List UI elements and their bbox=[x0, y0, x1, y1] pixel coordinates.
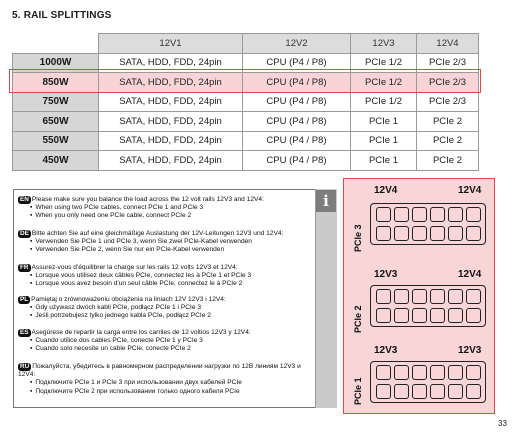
connector-pin bbox=[448, 308, 463, 323]
table-cell: PCIe 1/2 bbox=[351, 92, 417, 112]
column-header: 12V4 bbox=[417, 34, 479, 54]
connector-pin bbox=[412, 308, 427, 323]
row-model: 450W bbox=[13, 151, 99, 171]
connector-rail-right: 12V4 bbox=[458, 185, 482, 196]
table-row bbox=[13, 131, 479, 151]
lang-badge: EN bbox=[20, 196, 29, 203]
table-cell: CPU (P4 / P8) bbox=[243, 73, 351, 93]
lang-badge: FR bbox=[20, 264, 29, 271]
connector-pin bbox=[376, 226, 391, 241]
connector-pin bbox=[394, 365, 409, 380]
instruction-es bbox=[18, 329, 251, 354]
instruction-text: Pamiętaj o zrównoważeniu obciążenia na liniach 12V 12V3 i 12V4: bbox=[31, 296, 226, 303]
connector-pin bbox=[430, 308, 445, 323]
instruction-bullet: ▪ Cuando utilice dos cables PCIe, conecte PCIe 1 y PCIe 3 bbox=[18, 337, 251, 345]
connector-pin bbox=[376, 384, 391, 399]
row-model: 750W bbox=[13, 92, 99, 112]
section-title: 5. RAIL SPLITTINGS bbox=[12, 10, 112, 21]
lang-badge: ES bbox=[20, 329, 29, 336]
column-header: 12V2 bbox=[243, 34, 351, 54]
table-row bbox=[13, 112, 479, 132]
instruction-bullet: ▪ Gdy używasz dwóch kabli PCIe, podłącz PCIe 1 i PCIe 3 bbox=[18, 304, 226, 312]
connector-pin bbox=[466, 207, 481, 222]
table-cell: PCIe 1/2 bbox=[351, 73, 417, 93]
connector-pin bbox=[412, 226, 427, 241]
table-cell: PCIe 1 bbox=[351, 151, 417, 171]
column-header: 12V3 bbox=[351, 34, 417, 54]
instruction-bullet: ▪ Jeśli potrzebujesz tylko jednego kabla PCIe, podłącz PCIe 2 bbox=[18, 312, 226, 320]
lang-badge: DE bbox=[20, 230, 29, 237]
connector-pin bbox=[412, 365, 427, 380]
connector-pin bbox=[394, 289, 409, 304]
connector-pin bbox=[412, 384, 427, 399]
table-cell: SATA, HDD, FDD, 24pin bbox=[99, 92, 243, 112]
rail-splitting-table bbox=[12, 33, 479, 171]
connector-pin bbox=[394, 207, 409, 222]
connector-pin bbox=[430, 365, 445, 380]
table-row-highlighted bbox=[13, 73, 479, 93]
table-cell: SATA, HDD, FDD, 24pin bbox=[99, 151, 243, 171]
pcie-2-connector bbox=[370, 285, 486, 327]
instruction-text: Please make sure you balance the load across the 12 volt rails 12V3 and 12V4: bbox=[31, 196, 264, 203]
table-cell: PCIe 1 bbox=[351, 112, 417, 132]
connector-pin bbox=[448, 384, 463, 399]
table-cell: SATA, HDD, FDD, 24pin bbox=[99, 53, 243, 73]
instruction-bullet: ▪ When you only need one PCIe cable, connect PCIe 2 bbox=[18, 212, 264, 220]
connector-pin bbox=[430, 384, 445, 399]
instruction-text: Asegúrese de repartir la carga entre los carriles de 12 voltios 12V3 y 12V4: bbox=[31, 329, 251, 336]
row-model: 550W bbox=[13, 131, 99, 151]
table-cell: CPU (P4 / P8) bbox=[243, 92, 351, 112]
info-icon: i bbox=[316, 190, 336, 212]
connector-pin bbox=[466, 308, 481, 323]
table-row bbox=[13, 53, 479, 73]
connector-pin bbox=[376, 308, 391, 323]
page-number: 33 bbox=[498, 419, 507, 428]
connector-name: PCIe 3 bbox=[353, 224, 363, 252]
instruction-text: Bitte achten Sie auf eine gleichmäßige Auslastung der 12V-Leitungen 12V3 und 12V4: bbox=[31, 230, 284, 237]
table-cell: CPU (P4 / P8) bbox=[243, 112, 351, 132]
instruction-en bbox=[18, 196, 264, 221]
instruction-bullet: ▪ Verwenden Sie PCIe 1 und PCIe 3, wenn Sie zwei PCIe-Kabel verwenden bbox=[18, 238, 283, 246]
table-corner bbox=[13, 34, 99, 54]
pcie-1-connector bbox=[370, 361, 486, 403]
connector-name: PCIe 1 bbox=[353, 377, 363, 405]
connector-pin bbox=[430, 207, 445, 222]
connector-pin bbox=[412, 289, 427, 304]
connector-pin bbox=[430, 289, 445, 304]
connector-pin bbox=[394, 226, 409, 241]
instruction-bullet: ▪ Lorsque vous utilisez deux câbles PCIe, connectez les à PCIe 1 et PCIe 3 bbox=[18, 272, 251, 280]
table-row bbox=[13, 92, 479, 112]
connector-pin bbox=[466, 365, 481, 380]
row-model: 650W bbox=[13, 112, 99, 132]
instruction-ru bbox=[18, 363, 314, 396]
table-cell: PCIe 2/3 bbox=[417, 53, 479, 73]
lang-badge: PL bbox=[20, 296, 29, 303]
table-cell: PCIe 2 bbox=[417, 112, 479, 132]
connector-pin bbox=[376, 289, 391, 304]
table-cell: PCIe 2/3 bbox=[417, 92, 479, 112]
table-cell: PCIe 2/3 bbox=[417, 73, 479, 93]
instruction-de bbox=[18, 230, 283, 255]
connector-pin bbox=[466, 226, 481, 241]
instruction-text: Assurez-vous d'équilibrer la charge sur les rails 12 volts 12V3 et 12V4: bbox=[31, 264, 238, 271]
table-cell: CPU (P4 / P8) bbox=[243, 131, 351, 151]
connector-pin bbox=[394, 308, 409, 323]
instruction-bullet: ▪ Verwenden Sie PCIe 2, wenn Sie nur ein PCIe-Kabel verwenden bbox=[18, 246, 283, 254]
table-cell: PCIe 1/2 bbox=[351, 53, 417, 73]
pcie-3-connector bbox=[370, 203, 486, 245]
table-cell: PCIe 2 bbox=[417, 131, 479, 151]
connector-rail-left: 12V3 bbox=[374, 345, 398, 356]
table-header-row bbox=[13, 34, 479, 54]
table-cell: SATA, HDD, FDD, 24pin bbox=[99, 131, 243, 151]
table-cell: CPU (P4 / P8) bbox=[243, 151, 351, 171]
connector-pin bbox=[466, 289, 481, 304]
connector-pin bbox=[466, 384, 481, 399]
instruction-bullet: ▪ Cuando solo necesite un cable PCIe, conecte PCIe 2 bbox=[18, 345, 251, 353]
instruction-bullet: ▪ Подключите PCIe 1 и PCIe 3 при использовании двух кабелей PCIe bbox=[18, 379, 314, 387]
instruction-bullet: ▪ Подключите PCIe 2 при использовании только одного кабеля PCIe bbox=[18, 388, 314, 396]
table-row bbox=[13, 151, 479, 171]
connector-pin bbox=[376, 207, 391, 222]
connector-rail-left: 12V3 bbox=[374, 269, 398, 280]
connector-pin bbox=[448, 365, 463, 380]
instruction-bullet: ▪ Lorsque vous avez besoin d'un seul câble PCIe, connectez le à PCIe 2 bbox=[18, 280, 251, 288]
connector-name: PCIe 2 bbox=[353, 305, 363, 333]
instruction-pl bbox=[18, 296, 226, 321]
instruction-fr bbox=[18, 264, 251, 289]
lang-badge: RU bbox=[20, 363, 30, 370]
connector-rail-right: 12V3 bbox=[458, 345, 482, 356]
table-cell: SATA, HDD, FDD, 24pin bbox=[99, 112, 243, 132]
table-cell: SATA, HDD, FDD, 24pin bbox=[99, 73, 243, 93]
row-model: 850W bbox=[13, 73, 99, 93]
instruction-text: Пожалуйста, убедитесь в равномерном распределении нагрузки по 12В линиям 12V3 и 12V4: bbox=[18, 363, 301, 379]
connector-rail-left: 12V4 bbox=[374, 185, 398, 196]
connector-pin bbox=[430, 226, 445, 241]
instruction-bullet: ▪ When using two PCIe cables, connect PCIe 1 and PCIe 3 bbox=[18, 204, 264, 212]
connector-pin bbox=[448, 207, 463, 222]
table-cell: CPU (P4 / P8) bbox=[243, 53, 351, 73]
connector-pin bbox=[448, 289, 463, 304]
connector-pin bbox=[412, 207, 427, 222]
instruction-sidebar bbox=[315, 189, 337, 408]
row-model: 1000W bbox=[13, 53, 99, 73]
column-header: 12V1 bbox=[99, 34, 243, 54]
table-cell: PCIe 2 bbox=[417, 151, 479, 171]
connector-pin bbox=[448, 226, 463, 241]
connector-rail-right: 12V4 bbox=[458, 269, 482, 280]
table-cell: PCIe 1 bbox=[351, 131, 417, 151]
connector-pin bbox=[394, 384, 409, 399]
connector-pin bbox=[376, 365, 391, 380]
